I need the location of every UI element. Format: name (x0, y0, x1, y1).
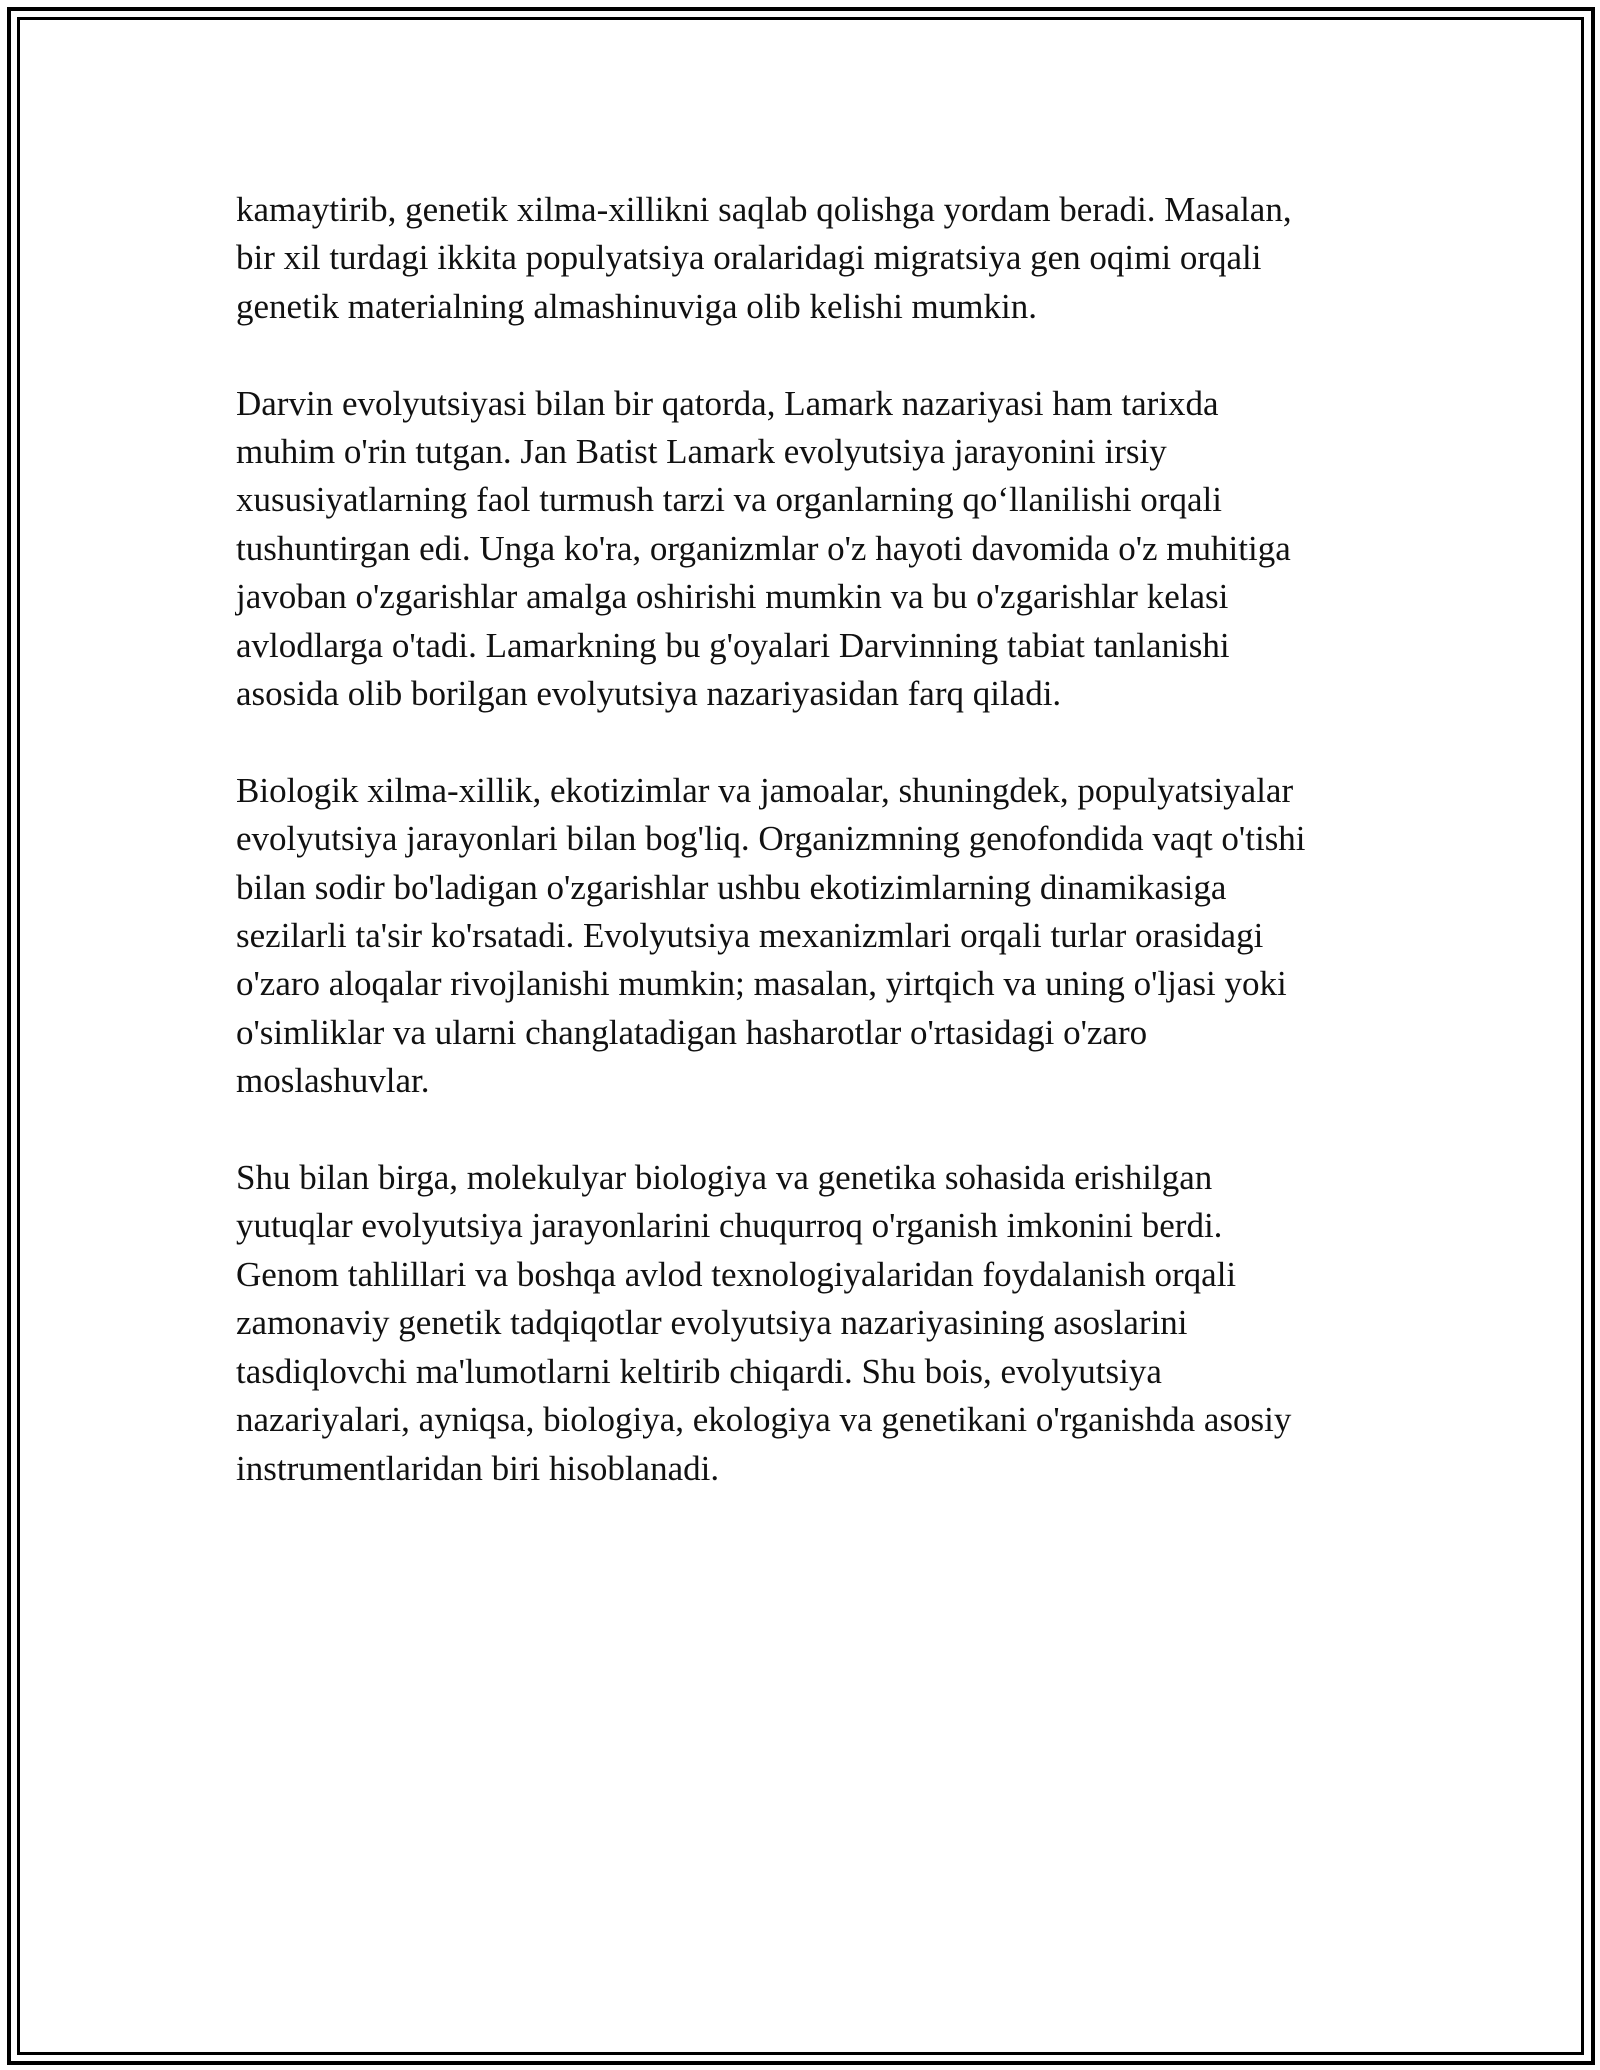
document-body (236, 186, 1376, 1541)
paragraph-3: Biologik xilma-xillik, ekotizimlar va jamoalar, shuningdek, populyatsiyalar evolyutsiya jarayonlari bilan bog'liq. Organizmning genofondida vaqt o'tishi bilan sodir bo'ladigan o'zgarishlar ushbu ekotizimlarning dinamikasiga sezilarli ta'sir ko'rsatadi. Evolyutsiya mexanizmlari orqali turlar orasidagi o'zaro aloqalar rivojlanishi mumkin; masalan, yirtqich va uning o'ljasi yoki o'simliklar va ularni changlatadigan hasharotlar o'rtasidagi o'zaro moslashuvlar. (236, 770, 1306, 1101)
paragraph-4: Shu bilan birga, molekulyar biologiya va genetika sohasida erishilgan yutuqlar evolyutsiya jarayonlarini chuqurroq o'rganish imkonini berdi. Genom tahlillari va boshqa avlod texnologiyalaridan foydalanish orqali zamonaviy genetik tadqiqotlar evolyutsiya nazariyasining asoslarini tasdiqlovchi ma'lumotlarni keltirib chiqardi. Shu bois, evolyutsiya nazariyalari, ayniqsa, biologiya, ekologiya va genetikani o'rganishda asosiy instrumentlaridan biri hisoblanadi. (236, 1158, 1292, 1488)
paragraph-2: Darvin evolyutsiyasi bilan bir qatorda, Lamark nazariyasi ham tarixda muhim o'rin tutgan. Jan Batist Lamark evolyutsiya jarayonini irsiy xususiyatlarning faol turmush tarzi va organlarning qo‘llanilishi orqali tushuntirgan edi. Unga ko'ra, organizmlar o'z hayoti davomida o'z muhitiga javoban o'zgarishlar amalga oshirishi mumkin va bu o'zgarishlar kelasi avlodlarga o'tadi. Lamarkning bu g'oyalari Darvinning tabiat tanlanishi asosida olib borilgan evolyutsiya nazariyasidan farq qiladi. (236, 383, 1291, 714)
paragraph-1: kamaytirib, genetik xilma-xillikni saqlab qolishga yordam beradi. Masalan, bir xil turdagi ikkita populyatsiya oralaridagi migratsiya gen oqimi orqali genetik materialning almashinuviga olib kelishi mumkin. (236, 190, 1292, 326)
